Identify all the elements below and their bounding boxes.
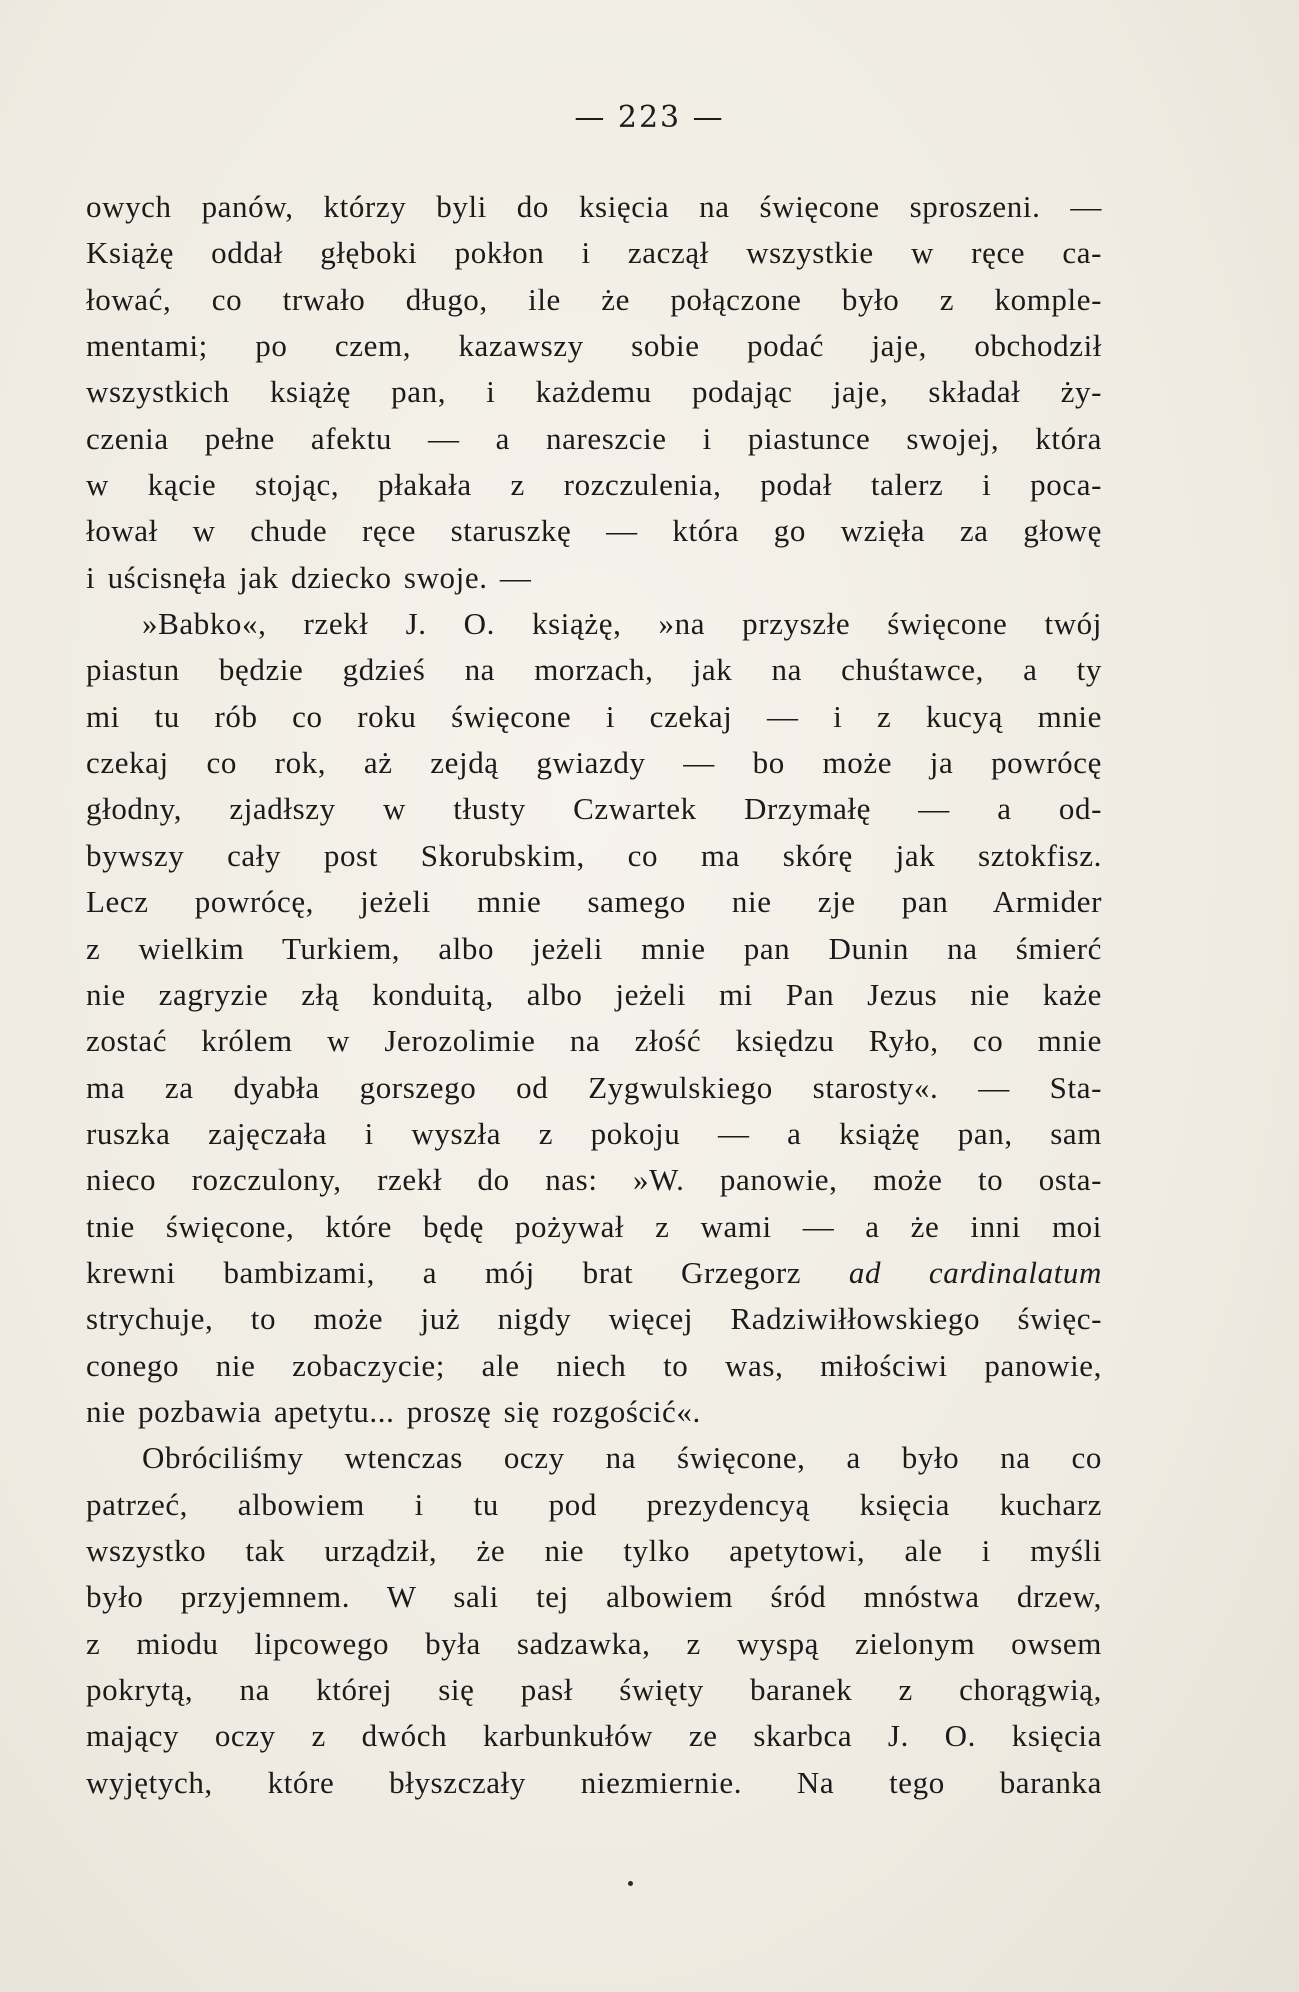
- text-line: wszystko tak urządził, że nie tylko apetytowi, ale i myśli: [86, 1532, 1102, 1568]
- text-line: tnie święcone, które będę pożywał z wami — a że inni moi: [86, 1208, 1102, 1244]
- text-line: conego nie zobaczycie; ale niech to was, miłościwi panowie,: [86, 1347, 1102, 1383]
- text-line: z wielkim Turkiem, albo jeżeli mnie pan Dunin na śmierć: [86, 930, 1102, 966]
- text-line: Lecz powrócę, jeżeli mnie samego nie zje pan Armider: [86, 884, 1102, 920]
- text-line: w kącie stojąc, płakała z rozczulenia, podał talerz i poca-: [86, 467, 1102, 503]
- text-line: czenia pełne afektu — a nareszcie i piastunce swojej, która: [86, 420, 1102, 456]
- text-line: było przyjemnem. W sali tej albowiem śród mnóstwa drzew,: [86, 1579, 1102, 1615]
- text-line: strychuje, to może już nigdy więcej Radziwiłłowskiego święc-: [86, 1301, 1102, 1337]
- text-line-with-italic: [86, 1250, 1102, 1296]
- text-line: czekaj co rok, aż zejdą gwiazdy — bo może ja powrócę: [86, 745, 1102, 781]
- text-line: ruszka zajęczała i wyszła z pokoju — a książę pan, sam: [86, 1115, 1102, 1151]
- text-line: pokrytą, na której się pasł święty baranek z chorągwią,: [86, 1672, 1102, 1707]
- text-line: wszystkich książę pan, i każdemu podając jaje, składał ży-: [86, 374, 1102, 410]
- text-line: patrzeć, albowiem i tu pod prezydencyą księcia kucharz: [86, 1486, 1102, 1522]
- text-line: nie zagryzie złą konduitą, albo jeżeli mi Pan Jezus nie każe: [86, 976, 1102, 1012]
- body-text: [86, 184, 1102, 1806]
- text-line: mentami; po czem, kazawszy sobie podać jaje, obchodził: [86, 328, 1102, 364]
- text-line: nie pozbawia apetytu... proszę się rozgościć«.: [86, 1393, 701, 1429]
- text-line: głodny, zjadłszy w tłusty Czwartek Drzymałę — a od-: [86, 791, 1102, 827]
- italic-phrase: ad cardinalatum: [848, 1254, 1102, 1290]
- text-line: i uścisnęła jak dziecko swoje. —: [86, 559, 532, 595]
- print-speck: [628, 1881, 633, 1886]
- text-line: Książę oddał głęboki pokłon i zaczął wszystkie w ręce ca-: [86, 235, 1102, 271]
- text-line: bywszy cały post Skorubskim, co ma skórę jak sztokfisz.: [86, 837, 1102, 873]
- text-line: Obróciliśmy wtenczas oczy na święcone, a było na co: [142, 1440, 1102, 1476]
- text-line: mający oczy z dwóch karbunkułów ze skarbca J. O. księcia: [86, 1718, 1102, 1754]
- text-line: łował w chude ręce staruszkę — która go wzięła za głowę: [86, 513, 1102, 549]
- text-line: owych panów, którzy byli do księcia na święcone sproszeni. —: [86, 189, 1102, 224]
- text-line: z miodu lipcowego była sadzawka, z wyspą zielonym owsem: [86, 1625, 1102, 1661]
- text-line-part: krewni bambizami, a mój brat Grzegorz: [86, 1254, 802, 1290]
- text-line: ma za dyabła gorszego od Zygwulskiego starosty«. — Sta-: [86, 1069, 1102, 1105]
- text-line: wyjętych, które błyszczały niezmiernie. Na tego baranka: [86, 1764, 1102, 1800]
- page-number: — 223 —: [574, 100, 725, 135]
- text-line: mi tu rób co roku święcone i czekaj — i z kucyą mnie: [86, 698, 1102, 734]
- text-line: zostać królem w Jerozolimie na złość księdzu Ryło, co mnie: [86, 1023, 1102, 1059]
- text-line: piastun będzie gdzieś na morzach, jak na chuśtawce, a ty: [86, 652, 1102, 688]
- text-line: łować, co trwało długo, ile że połączone było z komple-: [86, 281, 1102, 317]
- text-line: nieco rozczulony, rzekł do nas: »W. panowie, może to osta-: [86, 1162, 1102, 1198]
- text-line: »Babko«, rzekł J. O. książę, »na przyszłe święcone twój: [142, 606, 1102, 642]
